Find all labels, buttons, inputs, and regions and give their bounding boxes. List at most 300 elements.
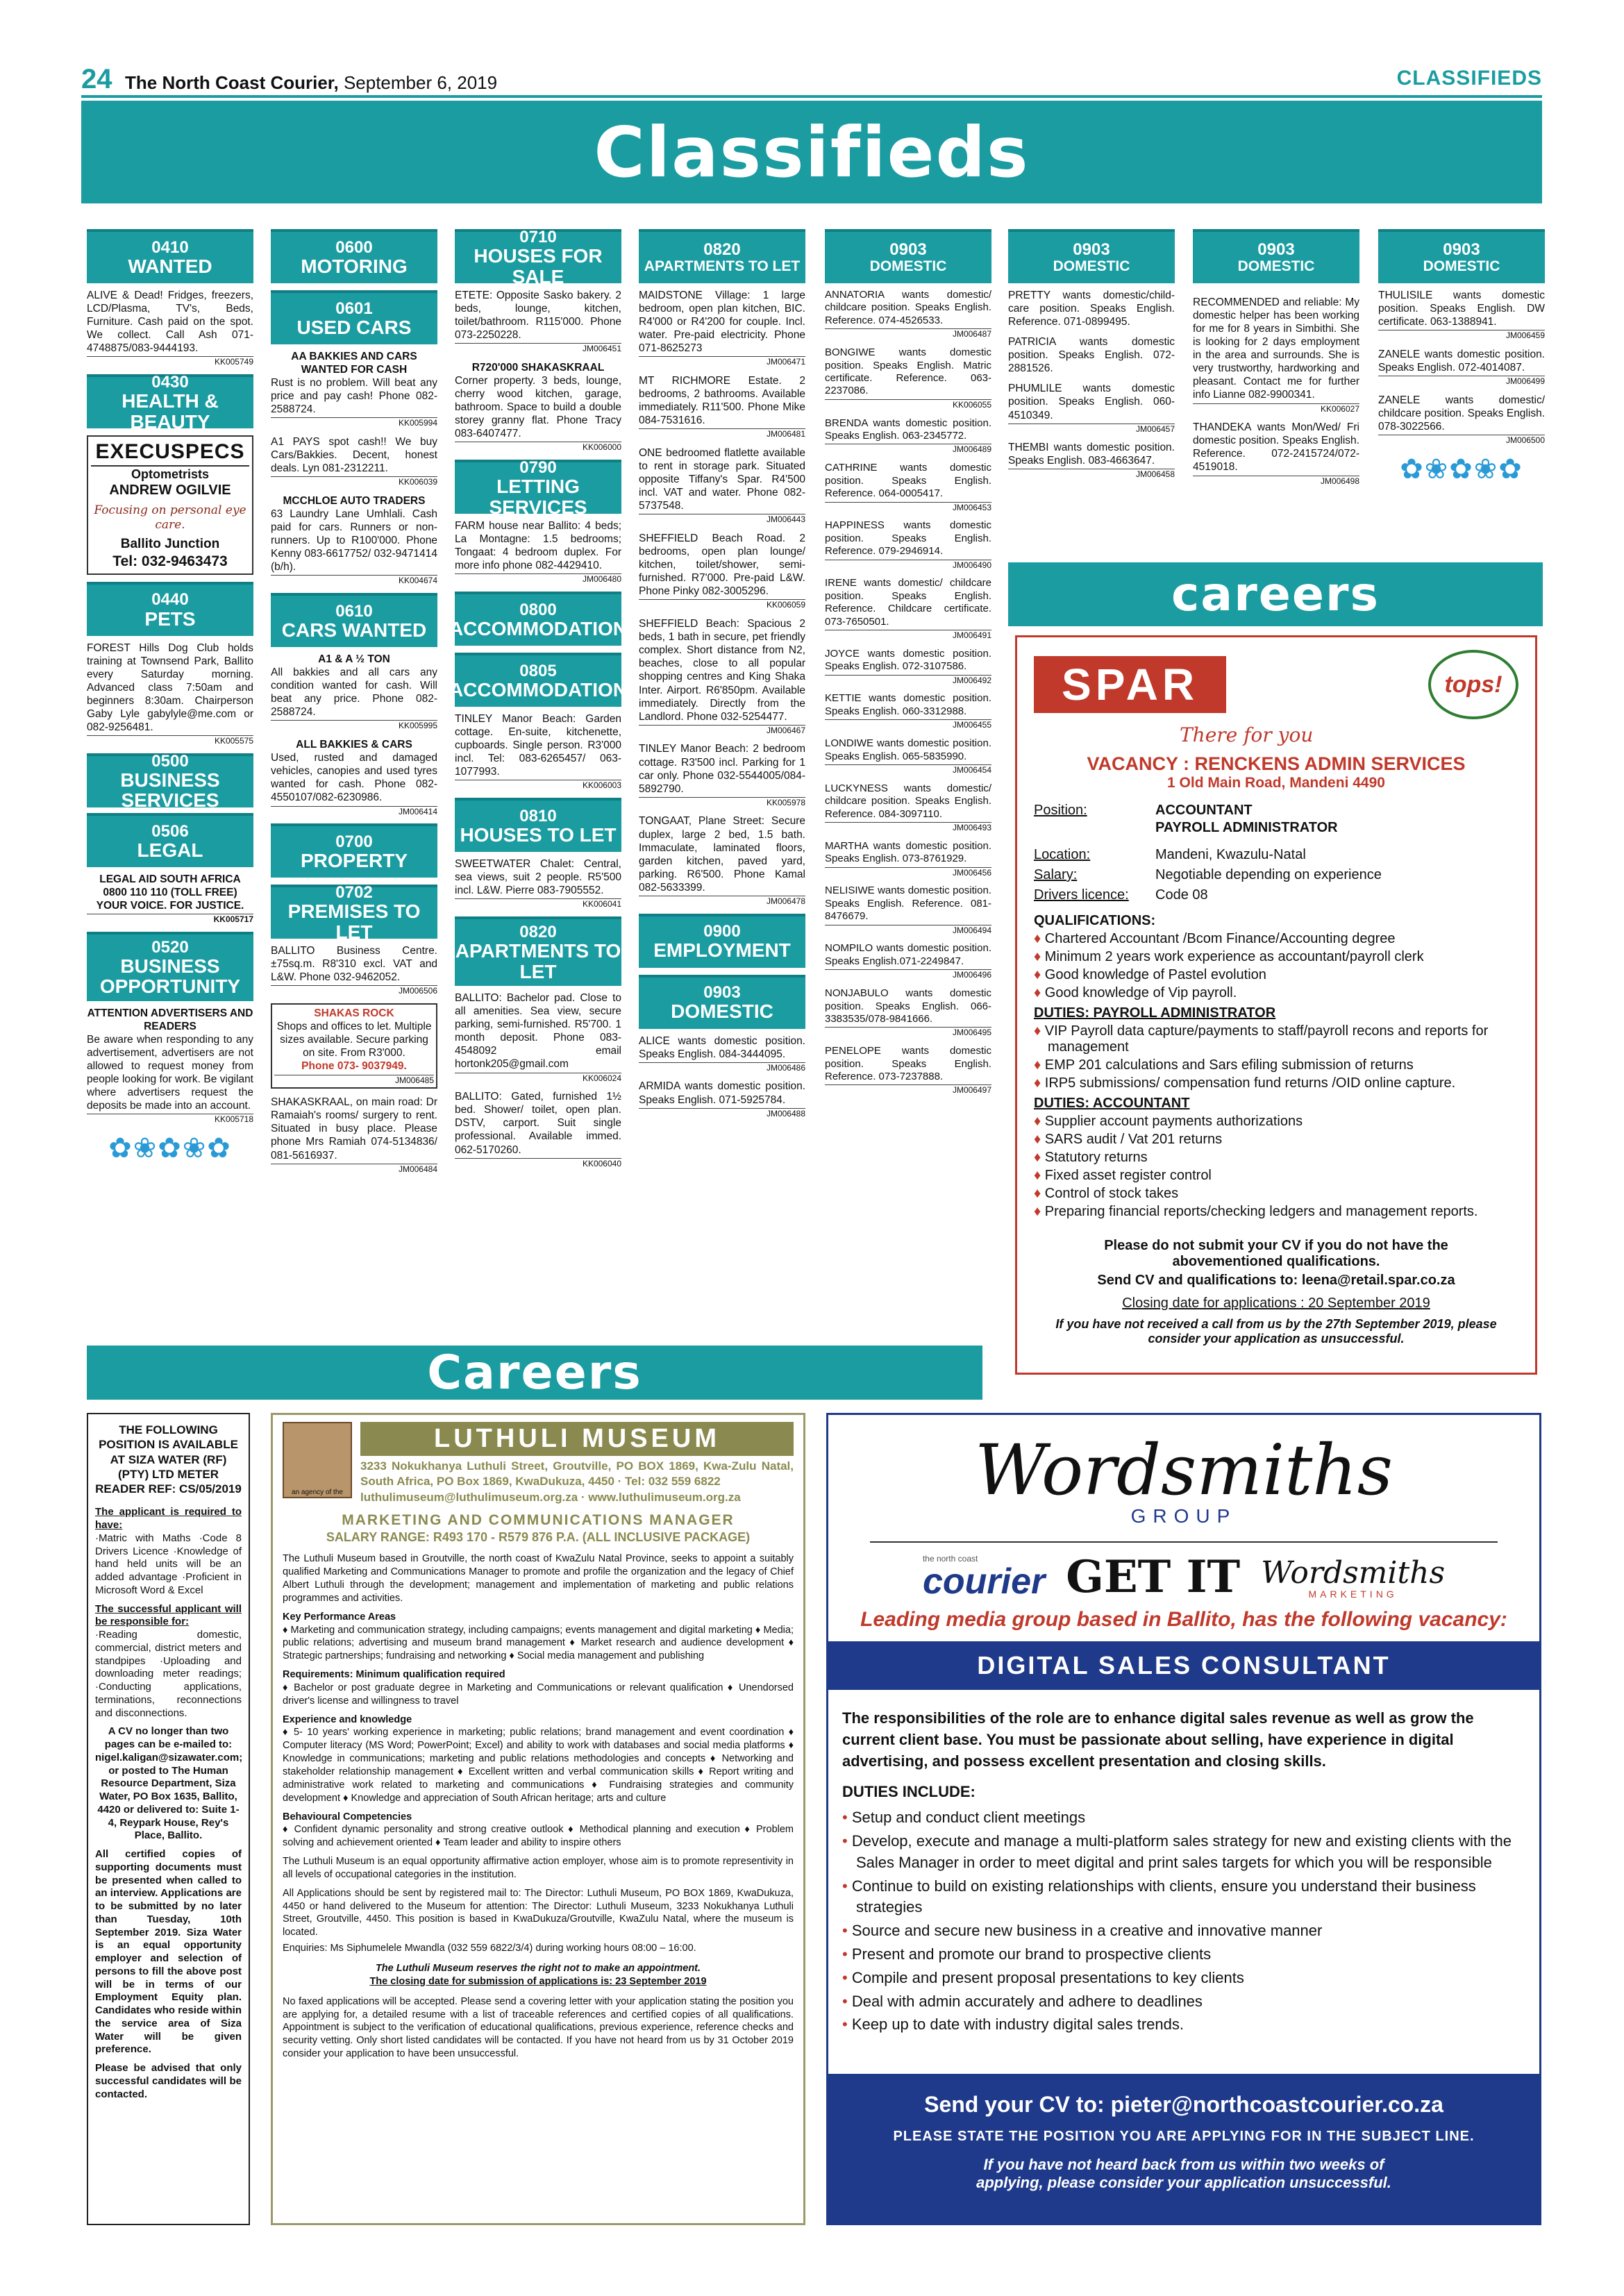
classified-ad bbox=[455, 857, 621, 910]
execuspecs-phone: Tel: 032-9463473 bbox=[112, 553, 228, 569]
category-code: 0903 bbox=[1257, 240, 1295, 260]
ad-text: FOREST Hills Dog Club holds training at Townsend Park, Ballito every Saturday morning. Advanced class 7:50am and beginners 8:30am. Chairperson Gaby Lyle gabylyle@me.com or 082-9256481. bbox=[87, 642, 253, 734]
wordsmiths-footer bbox=[828, 2074, 1539, 2223]
ad-title: SHAKAS ROCK bbox=[314, 1007, 394, 1020]
luthuli-apply: All Applications should be sent by registered mail to: The Director: Luthuli Museum, PO BOX 1869, KwaDukuza, 4450 or hand delivered to the Museum for attention: The Director: Luthuli Museum, 3233 Nokukhanya Luthuli Street, Groutville, 4450. This position is based in KwaDukuza/Groutville, KwaZulu Natal, where the museum is located. bbox=[283, 1887, 794, 1938]
wordsmiths-headline: Leading media group based in Ballito, has the following vacancy: bbox=[860, 1608, 1507, 1631]
column-1 bbox=[87, 229, 253, 1173]
category-name: PROPERTY bbox=[300, 850, 408, 872]
category-header bbox=[449, 592, 628, 646]
category-code: 0440 bbox=[151, 590, 189, 610]
classified-ad bbox=[825, 1045, 991, 1096]
ad-text: PHUMLILE wants domestic position. Speaks English. 060-4510349. bbox=[1008, 383, 1175, 421]
qualifications-title: QUALIFICATIONS: bbox=[1034, 913, 1156, 928]
category-header bbox=[455, 916, 621, 986]
classified-ad bbox=[1378, 348, 1545, 387]
classified-ad bbox=[825, 648, 991, 686]
ad-ref: KK005575 bbox=[87, 735, 253, 746]
vacancy-note: Please do not submit your CV if you do not have the abovementioned qualifications. bbox=[1104, 1238, 1448, 1269]
category-name: HEALTH & BEAUTY bbox=[122, 390, 219, 433]
category-header bbox=[639, 229, 805, 283]
category-header bbox=[271, 883, 437, 943]
ad-ref: JM006484 bbox=[271, 1164, 437, 1175]
ad-ref: JM006451 bbox=[455, 343, 621, 354]
ad-text: Shops and offices to let. Multiple sizes available. Secure parking on site. From R3'000. bbox=[276, 1021, 432, 1059]
field-value: Code 08 bbox=[1155, 887, 1208, 903]
category-name: DOMESTIC bbox=[869, 258, 947, 274]
siza-water-ad bbox=[87, 1413, 250, 2225]
ad-ref: JM006494 bbox=[825, 925, 991, 936]
category-name: PREMISES TO LET bbox=[287, 900, 421, 943]
list-item: ♦ Good knowledge of Pastel evolution bbox=[1034, 967, 1266, 982]
ad-text: MAIDSTONE Village: 1 large bedroom, open plan kitchen, BIC. R4'000 or R4'200 for couple. Incl. water. Pre-paid electricity. Phone 071-8625273 bbox=[639, 290, 805, 355]
vacancy-title: VACANCY : RENCKENS ADMIN SERVICES bbox=[1087, 753, 1466, 774]
column-5 bbox=[825, 229, 991, 1103]
wordsmiths-send[interactable]: Send your CV to: pieter@northcoastcourier.co.za bbox=[924, 2092, 1443, 2117]
ad-text: BONGIWE wants domestic position. Speaks English. Matric certificate. Reference. 063-2237086. bbox=[825, 346, 991, 397]
list-item: ♦ Statutory returns bbox=[1034, 1150, 1148, 1165]
siza-copies: All certified copies of supporting documents must be presented when called to an interview. Applications are to be submitted by no later than Tuesday, 10th September 2019. Siza Water is an equal opportunity employer and selection of persons to fill the above post will be in terms of our Employment Equity plan. Candidates who reside within the service area of Siza Water will be given preference. bbox=[95, 1848, 242, 2056]
execuspecs-logo: EXECUSPECS bbox=[91, 439, 249, 467]
ad-ref: KK006041 bbox=[455, 898, 621, 910]
ad-ref: JM006491 bbox=[825, 630, 991, 641]
agency-label: an agency of the bbox=[292, 1489, 343, 1496]
classified-ad bbox=[271, 350, 437, 428]
ad-text: BALLITO Business Centre. ±75sq.m. R8'310 excl. VAT and L&W. Phone 032-9462052. bbox=[271, 945, 437, 984]
siza-req-title: The applicant is required to have: bbox=[95, 1506, 242, 1531]
ad-text: BRENDA wants domestic position. Speaks English. 063-2345772. bbox=[825, 417, 991, 442]
wordsmiths-ad bbox=[826, 1413, 1541, 2225]
luthuli-salary: SALARY RANGE: R493 170 - R579 876 P.A. (ALL INCLUSIVE PACKAGE) bbox=[326, 1530, 751, 1544]
classified-ad bbox=[639, 289, 805, 367]
ad-ref: JM006455 bbox=[825, 719, 991, 730]
category-code: 0610 bbox=[335, 601, 373, 621]
execuspecs-line: Focusing on personal eye care. bbox=[94, 503, 246, 532]
ad-text: LEGAL AID SOUTH AFRICA 0800 110 110 (TOLL FREE) YOUR VOICE. FOR JUSTICE. bbox=[96, 873, 244, 912]
ad-ref: JM006506 bbox=[271, 985, 437, 996]
field-value: ACCOUNTANT bbox=[1155, 803, 1253, 818]
luthuli-nofax: No faxed applications will be accepted. Please send a covering letter with your application stating the position you are applying for, a detailed resume with a list of traceable references and certified copies of all qualifications. Appointment is subject to the verification of educational qualifications, previous experience, reference checks and security vetting. Only short listed candidates will be contacted. If you have not heard from us by 31 October 2019 consider your application to have been unsuccessful. bbox=[283, 1995, 794, 2060]
ad-text: NELISIWE wants domestic position. Speaks English. Reference. 081-8476679. bbox=[825, 885, 991, 923]
classified-ad bbox=[1378, 394, 1545, 446]
ad-text: BALLITO: Bachelor pad. Close to all amenities. Sea view, secure parking, semi-furnished. R5'700. 1 month deposit. Phone 083-4548092 email hortonk205@gmail.com bbox=[455, 992, 621, 1071]
category-name: ACCOMMODATION bbox=[449, 679, 628, 701]
ad-text: PENELOPE wants domestic position. Speaks English. Reference. 073-7237888. bbox=[825, 1045, 991, 1082]
classified-ad bbox=[1193, 296, 1359, 414]
category-name: DOMESTIC bbox=[671, 1000, 773, 1023]
paper-date: September 6, 2019 bbox=[343, 72, 498, 93]
list-item: ♦ Preparing financial reports/checking ledgers and management reports. bbox=[1034, 1204, 1478, 1219]
ad-text: HAPPINESS wants domestic position. Speaks English. Reference. 079-2946914. bbox=[825, 519, 991, 558]
list-item: ♦ EMP 201 calculations and Sars efiling submission of returns bbox=[1034, 1057, 1414, 1073]
accountant-duties-title: DUTIES: ACCOUNTANT bbox=[1034, 1096, 1190, 1111]
wordsmiths-marketing: MARKETING bbox=[1308, 1589, 1398, 1600]
category-header bbox=[271, 593, 437, 647]
ad-text: ETETE: Opposite Sasko bakery. 2 beds, lounge, kitchen, toilet/bathroom. R115'000. Phone 073-2250228. bbox=[455, 290, 621, 342]
field-value: PAYROLL ADMINISTRATOR bbox=[1155, 820, 1338, 835]
ad-phone: Phone 073- 9037949. bbox=[301, 1060, 407, 1073]
siza-title: THE FOLLOWING POSITION IS AVAILABLE AT SIZA WATER (RF) (PTY) LTD METER READER REF: CS/05/2019 bbox=[95, 1423, 242, 1495]
ad-ref: KK005978 bbox=[639, 797, 805, 808]
list-item: • Deal with admin accurately and adhere to deadlines bbox=[842, 1992, 1203, 2010]
luthuli-title: LUTHULI MUSEUM bbox=[360, 1422, 794, 1456]
ad-ref: JM006487 bbox=[825, 328, 991, 340]
flower-decoration-icon: ✿❀✿❀✿ bbox=[108, 1133, 232, 1164]
category-code: 0810 bbox=[519, 806, 557, 826]
luthuli-closing: The closing date for submission of applications is: 23 September 2019 bbox=[369, 1975, 707, 1987]
ad-ref: KK006059 bbox=[639, 599, 805, 610]
ad-title: R720'000 SHAKASKRAAL bbox=[471, 362, 605, 374]
classified-ad bbox=[825, 462, 991, 512]
classified-ad bbox=[825, 346, 991, 410]
classified-ad bbox=[1378, 289, 1545, 341]
category-code: 0903 bbox=[703, 983, 741, 1003]
ad-ref: JM006500 bbox=[1378, 435, 1545, 446]
classified-ad bbox=[825, 782, 991, 833]
ad-ref: JM006493 bbox=[825, 822, 991, 833]
category-code: 0506 bbox=[151, 821, 189, 841]
luthuli-enquiries: Enquiries: Ms Siphumelele Mwandla (032 559 6822/3/4) during working hours 08:00 – 16:00. bbox=[283, 1943, 696, 1954]
classified-ad bbox=[455, 712, 621, 791]
category-code: 0790 bbox=[519, 458, 557, 478]
execuspecs-line: Ballito Junction bbox=[120, 537, 220, 552]
ad-text: Rust is no problem. Will beat any price and pay cash! Phone 082-2588724. bbox=[271, 377, 437, 416]
duties-list bbox=[842, 1807, 1525, 2036]
ad-text: NONJABULO wants domestic position. Speaks English. 066-3383535/078-9841666. bbox=[825, 987, 991, 1025]
ad-title: ATTENTION ADVERTISERS AND READERS bbox=[87, 1007, 253, 1032]
category-name: HOUSES TO LET bbox=[460, 824, 617, 846]
luthuli-reserves: The Luthuli Museum reserves the right not to make an appointment. bbox=[375, 1962, 701, 1974]
paper-title: The North Coast Courier, bbox=[125, 72, 339, 93]
wordsmiths-small-logo: Wordsmiths bbox=[1261, 1555, 1446, 1591]
category-code: 0900 bbox=[703, 922, 741, 941]
category-name: BUSINESS OPPORTUNITY bbox=[99, 955, 241, 998]
category-header bbox=[1193, 229, 1359, 283]
ad-text: IRENE wants domestic/ childcare position. Speaks English. Reference. Childcare certificate. 073-7650501. bbox=[825, 577, 991, 628]
classified-ad bbox=[639, 532, 805, 610]
list-item: • Continue to build on existing relationships with clients, ensure you understand their business strategies bbox=[842, 1877, 1476, 1916]
ad-text: TINLEY Manor Beach: Garden cottage. En-suite, kitchenette, cupboards. Single person. R3'000 incl. Tel: 083-6265457/ 063-1077993. bbox=[455, 713, 621, 778]
portrait-icon bbox=[283, 1422, 352, 1498]
ad-text: A1 PAYS spot cash!! We buy Cars/Bakkies. Decent, honest deals. Lyn 081-2312211. bbox=[271, 436, 437, 475]
vacancy-fields bbox=[1034, 803, 1518, 903]
category-code: 0520 bbox=[151, 937, 189, 957]
luthuli-beh-title: Behavioural Competencies bbox=[283, 1811, 412, 1822]
classified-ad bbox=[455, 519, 621, 585]
field-label: Position: bbox=[1034, 803, 1087, 818]
ad-text: THANDEKA wants Mon/Wed/ Fri domestic position. Speaks English. Reference. 072-2415724/072-4519018. bbox=[1193, 421, 1359, 474]
ad-text: KETTIE wants domestic position. Speaks English. 060-3312988. bbox=[825, 692, 991, 717]
ad-text: ZANELE wants domestic/ childcare position. Speaks English. 078-3022566. bbox=[1378, 394, 1545, 433]
ad-text: RECOMMENDED and reliable: My domestic helper has been working for me for 8 years in Simbithi. She is looking for 2 days employment in the area and surrounds. She is very trustworthy, hardworking and pleasant. Contact me for further info Lianne 082-9900341. bbox=[1193, 296, 1359, 401]
classified-ad bbox=[639, 742, 805, 807]
ad-text: Corner property. 3 beds, lounge, cherry wood kitchen, garage, bathroom. Space to build a double storey granny flat. Phone Tracy 083-6407477. bbox=[455, 375, 621, 440]
ad-ref: JM006499 bbox=[1378, 376, 1545, 387]
wordsmiths-logo: Wordsmiths bbox=[974, 1430, 1393, 1511]
classified-ad bbox=[639, 1080, 805, 1118]
ad-ref: KK005718 bbox=[87, 1114, 253, 1125]
category-code: 0903 bbox=[1073, 240, 1110, 260]
ad-ref: KK006040 bbox=[455, 1158, 621, 1169]
category-name: BUSINESS SERVICES bbox=[120, 769, 220, 812]
classified-ad bbox=[825, 840, 991, 878]
list-item: • Present and promote our brand to prospective clients bbox=[842, 1945, 1212, 1963]
classified-ad bbox=[1008, 382, 1175, 434]
category-name: LETTING SERVICES bbox=[489, 476, 587, 518]
ad-text: ARMIDA wants domestic position. Speaks English. 071-5925784. bbox=[639, 1080, 805, 1106]
ad-ref: KK004674 bbox=[271, 575, 437, 586]
ad-ref: JM006495 bbox=[825, 1027, 991, 1038]
execuspecs-line: Optometrists bbox=[131, 467, 210, 481]
header-rule bbox=[81, 95, 1542, 98]
classified-ad bbox=[639, 446, 805, 525]
classified-ad bbox=[825, 942, 991, 980]
ad-ref: JM006485 bbox=[274, 1075, 434, 1086]
category-header bbox=[271, 229, 437, 283]
list-item: ♦ Chartered Accountant /Bcom Finance/Accounting degree bbox=[1034, 931, 1396, 946]
ad-text: Used, rusted and damaged vehicles, canopies and used tyres wanted for cash. Phone 082-4550107/082-6230986. bbox=[271, 752, 437, 804]
ad-ref: JM006454 bbox=[825, 764, 991, 776]
vacancy-closing: Closing date for applications : 20 September 2019 bbox=[1122, 1296, 1430, 1311]
classified-ad bbox=[271, 653, 437, 731]
ad-title: MCCHLOE AUTO TRADERS bbox=[283, 495, 426, 507]
category-name: APARTMENTS TO LET bbox=[644, 258, 801, 274]
classified-ad bbox=[271, 1003, 437, 1089]
category-header bbox=[87, 229, 253, 283]
ad-ref: KK006055 bbox=[825, 399, 991, 410]
classified-ad bbox=[1008, 335, 1175, 375]
paper-name bbox=[125, 72, 497, 94]
ad-text: ALICE wants domestic position. Speaks English. 084-3444095. bbox=[639, 1034, 805, 1060]
vacancy-note: If you have not received a call from us by the 27th September 2019, please consider your application as unsuccessful. bbox=[1055, 1317, 1497, 1346]
classified-ad bbox=[825, 987, 991, 1038]
classified-ad bbox=[825, 519, 991, 570]
classified-ad bbox=[271, 494, 437, 586]
classified-ad bbox=[87, 1007, 253, 1125]
accountant-duties-list bbox=[1034, 1114, 1518, 1220]
siza-advised: Please be advised that only successful candidates will be contacted. bbox=[95, 2062, 242, 2100]
list-item: • Source and secure new business in a creative and innovative manner bbox=[842, 1922, 1323, 1940]
ad-ref: JM006478 bbox=[639, 896, 805, 907]
execuspecs-ad bbox=[87, 435, 253, 575]
field-value: Negotiable depending on experience bbox=[1155, 867, 1382, 882]
category-name: CARS WANTED bbox=[281, 619, 427, 642]
ad-ref: JM006497 bbox=[825, 1084, 991, 1096]
category-code: 0700 bbox=[335, 832, 373, 851]
vacancy-email[interactable]: Send CV and qualifications to: leena@retail.spar.co.za bbox=[1097, 1273, 1455, 1288]
field-label: Drivers licence: bbox=[1034, 887, 1129, 903]
classifieds-banner bbox=[81, 101, 1542, 203]
careers-title: careers bbox=[1171, 567, 1380, 622]
classified-ad bbox=[639, 1034, 805, 1073]
category-header bbox=[87, 813, 253, 867]
classified-ad bbox=[825, 417, 991, 455]
category-header bbox=[455, 458, 621, 518]
category-name: DOMESTIC bbox=[1053, 258, 1130, 274]
careers-banner bbox=[1008, 562, 1543, 626]
category-code: 0805 bbox=[519, 661, 557, 680]
classified-ad bbox=[825, 692, 991, 730]
category-header bbox=[271, 290, 437, 344]
luthuli-address: 3233 Nokukhanya Luthuli Street, Groutville, PO BOX 1869, Kwa-Zulu Natal, South Africa, PO Box 1869, KwaDukuza, 4450 · Tel: 032 559 6822 bbox=[360, 1459, 794, 1489]
ad-text: PATRICIA wants domestic position. Speaks English. 072-2881526. bbox=[1008, 336, 1175, 375]
qualifications-list bbox=[1034, 931, 1518, 1001]
ad-ref: KK006027 bbox=[1193, 403, 1359, 414]
ad-text: All bakkies and all cars any condition wanted for cash. Will beat any price. Phone 082-2588724. bbox=[271, 667, 437, 719]
category-header bbox=[455, 798, 621, 852]
ad-ref: JM006457 bbox=[1008, 424, 1175, 435]
careers-banner-bottom bbox=[87, 1346, 982, 1400]
luthuli-kpa: ♦ Marketing and communication strategy, including campaigns; events management and digital marketing ♦ Media; public relations; advertising and museum brand management ♦ Market research and audience development ♦ Strategic partnerships; fundraising and networking ♦ Social media management and publishing bbox=[283, 1624, 794, 1662]
ad-text: TONGAAT, Plane Street: Secure duplex, large 2 bed, 1.5 bath. Immaculate, laminated floors, garden kitchen, paved yard, parking. R6'500. Phone Kamal 082-5633399. bbox=[639, 815, 805, 894]
ad-text: 63 Laundry Lane Umhlali. Cash paid for cars. Runners or non-runners. Up to R100'000. Phone Kenny 083-6617752/ 032-9471414 (b/h). bbox=[271, 508, 437, 573]
category-code: 0410 bbox=[151, 237, 189, 257]
ad-text: THEMBI wants domestic position. Speaks English. 083-4663647. bbox=[1008, 442, 1175, 467]
category-header bbox=[639, 914, 805, 968]
ad-ref: KK005994 bbox=[271, 417, 437, 428]
category-code: 0601 bbox=[335, 299, 373, 318]
list-item: • Setup and conduct client meetings bbox=[842, 1809, 1086, 1827]
ad-text: FARM house near Ballito: 4 beds; La Montagne: 1.5 bedrooms; Tongaat: 4 bedroom duplex. For more info phone 082-4429410. bbox=[455, 520, 621, 572]
category-name: DOMESTIC bbox=[1423, 258, 1500, 274]
ad-ref: JM006486 bbox=[639, 1062, 805, 1073]
luthuli-intro: The Luthuli Museum based in Groutville, the north coast of KwaZulu Natal Province, seeks to appoint a suitably qualified Marketing and Communications Manager to promote and profile the organization and the legacy of Chief Albert Luthuli through the development; management and implementation of marketing and public relations programmes and activities. bbox=[283, 1553, 794, 1604]
section-name: CLASSIFIEDS bbox=[1396, 67, 1542, 90]
ad-ref: KK006000 bbox=[455, 442, 621, 453]
list-item: ♦ Supplier account payments authorizations bbox=[1034, 1114, 1303, 1129]
ad-text: ONE bedroomed flatlette available to rent in storage park. Situated opposite Tiffany's Spar. R4'500 incl. VAT and water. Phone 082-5737548. bbox=[639, 447, 805, 512]
category-name: EMPLOYMENT bbox=[653, 939, 791, 962]
list-item: ♦ IRP5 submissions/ compensation fund returns /OID online capture. bbox=[1034, 1075, 1456, 1091]
field-label: Salary: bbox=[1034, 867, 1078, 882]
category-header bbox=[87, 373, 253, 433]
ad-ref: JM006456 bbox=[825, 867, 991, 878]
ad-text: SHEFFIELD Beach Road. 2 bedrooms, open plan lounge/ kitchen, toilet/shower, semi-furnished. R7'000. Pre-paid L&W. Phone Pinky 082-3005296. bbox=[639, 533, 805, 598]
ad-text: SHEFFIELD Beach: Spacious 2 beds, 1 bath in secure, pet friendly complex. Short distance from N2, beaches, close to all popular shopping centres and King Shaka Inter. Airport. R6'850pm. Available immediately. Directly from the Landlord. Phone 032-5254477. bbox=[639, 618, 805, 723]
spar-vacancy-ad bbox=[1015, 635, 1537, 1375]
ad-text: SWEETWATER Chalet: Central, sea views, suit 2 people. R5'500 incl. L&W. Pierre 083-7905552. bbox=[455, 858, 621, 897]
ad-text: LONDIWE wants domestic position. Speaks English. 065-5835990. bbox=[825, 737, 991, 762]
classified-ad bbox=[455, 991, 621, 1083]
list-item: ♦ Minimum 2 years work experience as accountant/payroll clerk bbox=[1034, 949, 1424, 964]
category-header bbox=[639, 975, 805, 1029]
wordsmiths-position: DIGITAL SALES CONSULTANT bbox=[828, 1641, 1539, 1690]
courier-logo: courier bbox=[922, 1561, 1046, 1602]
execuspecs-line: ANDREW OGILVIE bbox=[109, 483, 231, 498]
luthuli-museum-ad bbox=[271, 1413, 805, 2225]
list-item: • Develop, execute and manage a multi-platform sales strategy for new and existing clients with the Sales Manager in order to meet digital and print sales targets for which you will be responsible bbox=[842, 1832, 1512, 1871]
siza-req: ·Matric with Maths ·Code 8 Drivers Licence ·Knowledge of hand held units will be an added advantage ·Proficient in Microsoft Word & Excel bbox=[95, 1532, 242, 1596]
ad-ref: KK005995 bbox=[271, 720, 437, 731]
ad-ref: JM006498 bbox=[1193, 476, 1359, 487]
classified-ad bbox=[1008, 441, 1175, 480]
category-header bbox=[87, 751, 253, 812]
classified-ad bbox=[271, 435, 437, 487]
luthuli-web[interactable]: luthulimuseum@luthulimuseum.org.za · www.luthulimuseum.org.za bbox=[360, 1490, 741, 1504]
classified-ad bbox=[639, 814, 805, 906]
classified-ad bbox=[87, 642, 253, 746]
column-8 bbox=[1378, 229, 1545, 494]
category-code: 0903 bbox=[889, 240, 927, 260]
ad-ref: JM006414 bbox=[271, 806, 437, 817]
ad-ref: JM006481 bbox=[639, 428, 805, 439]
courier-small: the north coast bbox=[922, 1554, 978, 1564]
wordsmiths-intro: The responsibilities of the role are to enhance digital sales revenue as well as grow the current client base. You must be passionate about selling, have experience in digital advertising, and possess excellent presentation and closing skills. bbox=[842, 1709, 1474, 1770]
category-name: PETS bbox=[144, 607, 196, 630]
classified-ad bbox=[1193, 421, 1359, 486]
classified-ad bbox=[825, 289, 991, 340]
category-header bbox=[455, 228, 621, 287]
ad-ref: JM006489 bbox=[825, 444, 991, 455]
ad-text: CATHRINE wants domestic position. Speaks English. Reference. 064-0005417. bbox=[825, 462, 991, 500]
ad-text: ZANELE wants domestic position. Speaks English. 072-4014087. bbox=[1378, 348, 1545, 374]
category-header bbox=[825, 229, 991, 283]
ad-ref: KK006003 bbox=[455, 780, 621, 791]
category-name: ACCOMMODATION bbox=[449, 618, 628, 640]
category-code: 0500 bbox=[151, 751, 189, 771]
ad-text: Be aware when responding to any advertisement, advertisers are not allowed to request money from people looking for work. Be vigilant where advertisers request the deposits be made into an account. bbox=[87, 1033, 253, 1112]
ad-text: MT RICHMORE Estate. 2 bedrooms, 2 bathrooms. Available immediately. R11'500. Phone Mike 084-7531616. bbox=[639, 375, 805, 427]
classified-ad bbox=[87, 289, 253, 367]
category-code: 0903 bbox=[1443, 240, 1480, 260]
category-code: 0710 bbox=[519, 228, 557, 247]
list-item: ♦ Control of stock takes bbox=[1034, 1186, 1179, 1201]
ad-text: JOYCE wants domestic position. Speaks English. 072-3107586. bbox=[825, 647, 991, 673]
ad-ref: JM006458 bbox=[1008, 469, 1175, 480]
category-header bbox=[271, 823, 437, 878]
ad-text: MARTHA wants domestic position. Speaks English. 073-8761929. bbox=[825, 839, 991, 865]
category-code: 0800 bbox=[519, 600, 557, 619]
ad-ref: JM006488 bbox=[639, 1108, 805, 1119]
spar-logo: SPAR bbox=[1034, 656, 1226, 713]
siza-resp-title: The successful applicant will be responsible for: bbox=[95, 1602, 242, 1628]
ad-ref: JM006480 bbox=[455, 573, 621, 585]
classified-ad bbox=[639, 617, 805, 735]
payroll-duties-list bbox=[1034, 1023, 1518, 1091]
ad-ref: JM006453 bbox=[825, 502, 991, 513]
luthuli-req: ♦ Bachelor or post graduate degree in Marketing and Communications or relevant qualification ♦ Unendorsed driver's license and willingness to travel bbox=[283, 1682, 794, 1707]
careers-title: Careers bbox=[427, 1345, 642, 1400]
list-item: ♦ Good knowledge of Vip payroll. bbox=[1034, 985, 1237, 1000]
classified-ad bbox=[455, 1090, 621, 1168]
ad-title: ALL BAKKIES & CARS bbox=[296, 739, 412, 751]
ad-ref: KK005717 bbox=[87, 914, 253, 925]
ad-text: ALIVE & Dead! Fridges, freezers, LCD/Plasma, TV's, Beds, Furniture. Cash paid on the spot. We collect. Call Ash 071-4748875/083-9444193. bbox=[87, 290, 253, 355]
category-name: USED CARS bbox=[296, 316, 412, 338]
classified-ad bbox=[825, 885, 991, 935]
ad-text: SHAKASKRAAL, on main road: Dr Ramaiah's rooms/ surgery to rent. Situated in busy place. Please phone Mrs Ramiah 074-5134836/ 081-5616937. bbox=[271, 1096, 437, 1162]
category-name: MOTORING bbox=[301, 255, 408, 277]
classified-ad bbox=[271, 738, 437, 816]
classified-ad bbox=[271, 944, 437, 996]
luthuli-kpa-title: Key Performance Areas bbox=[283, 1611, 396, 1623]
ad-title: AA BAKKIES AND CARS WANTED FOR CASH bbox=[291, 351, 417, 376]
luthuli-equal: The Luthuli Museum is an equal opportunity affirmative action employer, whose aim is to promote representivity in all levels of occupational categories in the institution. bbox=[283, 1856, 794, 1880]
vacancy-address: 1 Old Main Road, Mandeni 4490 bbox=[1167, 775, 1385, 791]
classified-ad bbox=[271, 1096, 437, 1174]
getit-logo: GET IT bbox=[1066, 1551, 1241, 1603]
classified-ad bbox=[1008, 289, 1175, 328]
page-number: 24 bbox=[81, 64, 112, 94]
list-item: • Compile and present proposal presentations to key clients bbox=[842, 1968, 1244, 1986]
column-4 bbox=[639, 229, 805, 1125]
ad-ref: KK006039 bbox=[271, 476, 437, 487]
column-3 bbox=[449, 228, 628, 1175]
category-name: DOMESTIC bbox=[1237, 258, 1315, 274]
siza-cv: A CV no longer than two pages can be e-mailed to: nigel.kaligan@sizawater.com; or posted to The Human Resource Department, Siza Water, PO Box 1635, Ballito, 4420 or delivered to: Suite 1-4, Reypark House, Rey's Place, Ballito. bbox=[95, 1725, 243, 1842]
list-item: ♦ SARS audit / Vat 201 returns bbox=[1034, 1132, 1223, 1147]
field-value: Mandeni, Kwazulu-Natal bbox=[1155, 847, 1306, 862]
